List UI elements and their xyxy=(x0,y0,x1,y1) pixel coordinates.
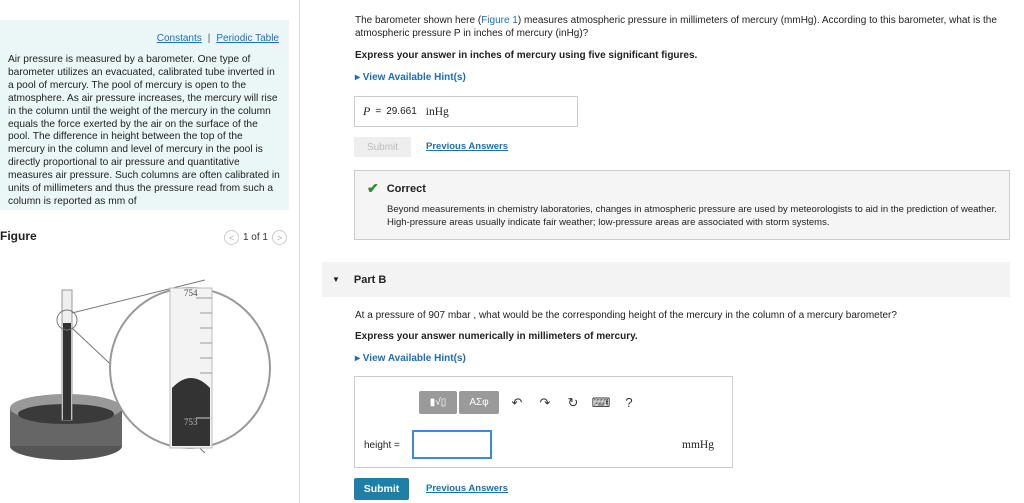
pager-text: 1 of 1 xyxy=(242,232,268,243)
intro-text: Air pressure is measured by a barometer. One type of barometer utilizes an evacuated, calibrated tube inverted in a pool of mercury. The pool of mercury is open to the atmosphere. As air pressure increases, the mercury will rise in the column until the weight of the mercury in the column equals the force exerted by the air on the surface of the pool. The difference in height between the top of the mercury in the column and level of mercury in the pool is directly proportional to air pressure and quantitative measures air pressure. Such columns are often calibrated in units of millimeters and thus the pressure read from such a column is reported as mm of xyxy=(8,54,280,207)
part-b-instruction: Express your answer numerically in millimeters of mercury. xyxy=(355,331,638,342)
height-unit: mmHg xyxy=(682,439,714,451)
part-b-question: At a pressure of 907 mbar , what would be the corresponding height of the mercury in the column of a mercury barometer? xyxy=(355,310,897,321)
part-a-instruction: Express your answer in inches of mercury using five significant figures. xyxy=(355,50,698,61)
answer-equals: = xyxy=(375,106,382,117)
redo-icon[interactable]: ↷ xyxy=(539,394,551,410)
part-b-previous-answers-link[interactable]: Previous Answers xyxy=(426,483,509,494)
part-a-hint-link[interactable]: ▸ View Available Hint(s) xyxy=(355,72,466,83)
constants-link[interactable]: Constants xyxy=(156,33,202,44)
answer-unit: inHg xyxy=(425,105,449,118)
part-a-question xyxy=(355,15,1005,40)
correct-feedback xyxy=(354,170,1010,240)
left-panel xyxy=(0,0,300,503)
barometer-figure xyxy=(0,268,280,468)
answer-variable: P xyxy=(363,104,371,118)
right-panel xyxy=(300,0,1024,503)
part-b-submit-button[interactable]: Submit xyxy=(354,478,409,500)
answer-value: 29.661 xyxy=(386,106,417,117)
height-label: height = xyxy=(364,440,400,451)
collapse-triangle-icon: ▼ xyxy=(332,275,340,284)
part-b-header[interactable] xyxy=(322,262,1010,297)
prev-figure-button[interactable]: < xyxy=(224,230,239,245)
help-icon[interactable]: ? xyxy=(625,395,633,410)
templates-button[interactable]: ▮√▯ xyxy=(419,391,457,414)
mercury-column xyxy=(63,323,71,420)
check-icon: ✔ xyxy=(367,180,379,196)
answer-editor xyxy=(354,376,733,468)
part-a-previous-answers-link[interactable]: Previous Answers xyxy=(426,141,509,152)
top-links xyxy=(157,33,279,44)
part-b-title: Part B xyxy=(353,273,387,286)
figure-heading: Figure xyxy=(0,229,37,243)
link-separator: | xyxy=(207,33,211,44)
reset-icon[interactable]: ↻ xyxy=(567,394,579,410)
part-a-submit-button[interactable]: Submit xyxy=(354,137,411,157)
part-b-hint-link[interactable]: ▸ View Available Hint(s) xyxy=(355,353,466,364)
height-input[interactable] xyxy=(412,430,492,459)
magnified-mercury xyxy=(172,378,210,446)
figure-pager xyxy=(224,230,287,245)
tick-label-754: 754 xyxy=(184,288,198,298)
keyboard-icon[interactable]: ⌨ xyxy=(591,394,611,410)
correct-message: Beyond measurements in chemistry laboratories, changes in atmospheric pressure are used by meteorologists to aid in the prediction of weather. High-pressure areas usually indicate fair weather; low-pressure areas are associated with storm systems. xyxy=(387,204,997,228)
question-text-start: The barometer shown here ( xyxy=(355,15,482,26)
next-figure-button[interactable]: > xyxy=(272,230,287,245)
figure-link[interactable]: Figure 1 xyxy=(481,15,518,26)
part-a-answer-box[interactable] xyxy=(354,96,578,127)
question-text-end: ) measures atmospheric pressure in millimeters of mercury (mmHg). According to this barometer, what is the atmospheric pressure P in inches of mercury (inHg)? xyxy=(355,15,997,39)
math-toolbar xyxy=(419,391,639,414)
correct-label: Correct xyxy=(386,182,426,195)
undo-icon[interactable]: ↶ xyxy=(511,394,523,410)
intro-box xyxy=(0,20,289,210)
periodic-table-link[interactable]: Periodic Table xyxy=(216,33,279,44)
tick-label-753: 753 xyxy=(184,417,198,427)
symbols-button[interactable]: ΑΣφ xyxy=(459,391,499,414)
